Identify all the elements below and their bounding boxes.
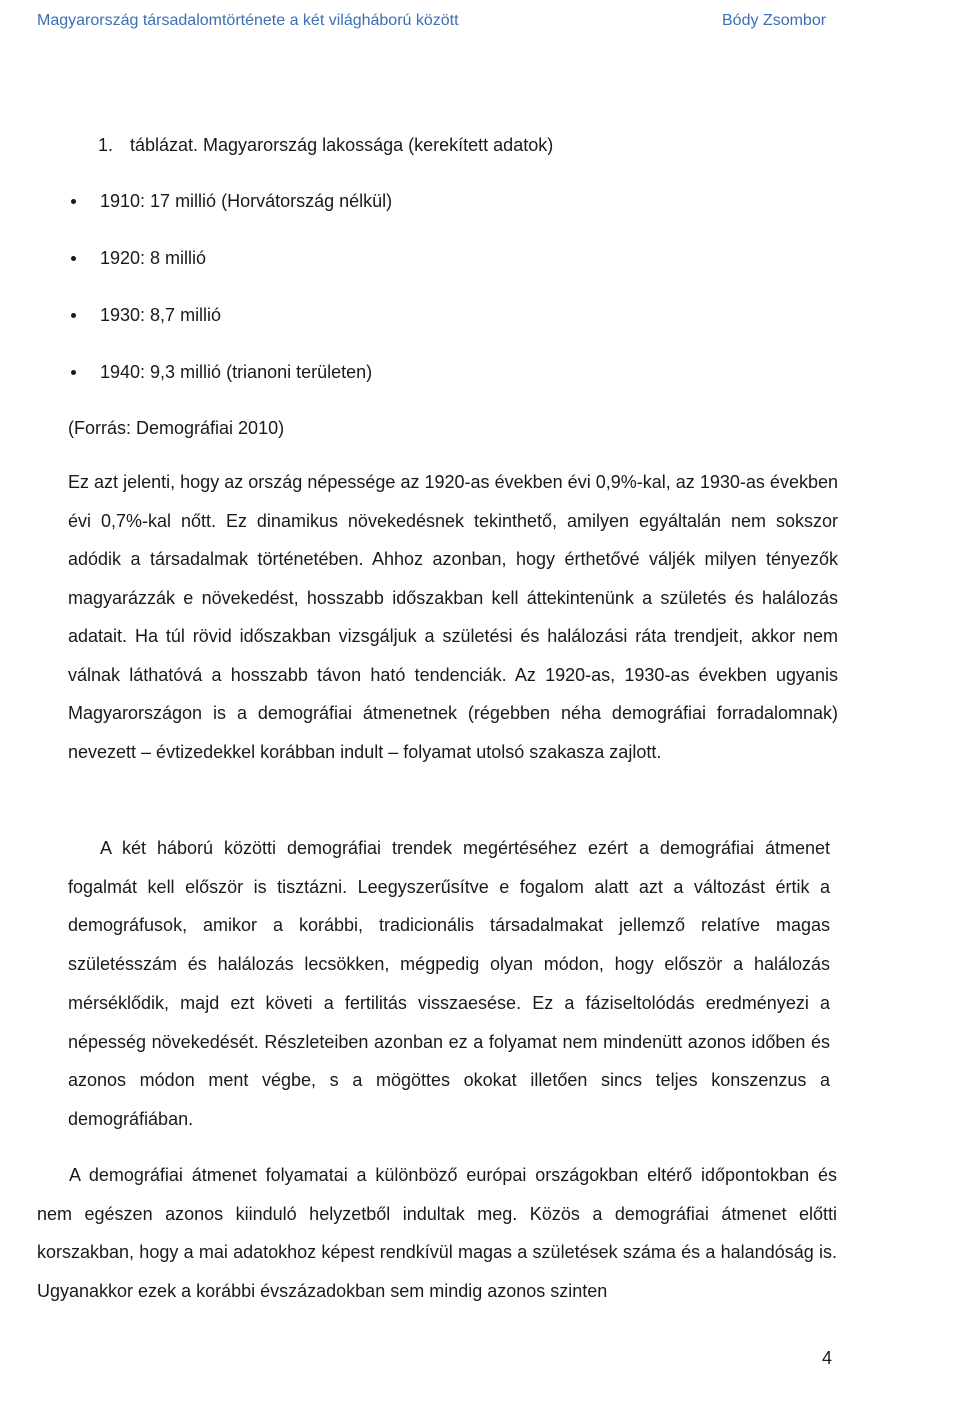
running-header-title: Magyarország társadalomtörténete a két világháború között bbox=[37, 12, 459, 29]
bullet-icon bbox=[71, 256, 76, 261]
body-paragraph: Ez azt jelenti, hogy az ország népessége az 1920-as években évi 0,9%-kal, az 1930-as években évi 0,7%-kal nőtt. Ez dinamikus növekedésnek tekinthető, amilyen egyáltalán nem sokszor adódik a társadalmak történetében. Ahhoz azonban, hogy érthetővé váljék milyen tényezők magyarázzák e növekedést, hosszabb időszakban kell áttekintenünk a születés és halálozás adatait. Ha túl rövid időszakban vizsgáljuk a születési és halálozási ráta trendjeit, akkor nem válnak láthatóvá a hosszabb távon ható tendenciák. Az 1920-as, 1930-as években ugyanis Magyarországon is a demográfiai átmenetnek (régebben néha demográfiai forradalomnak) nevezett – évtizedekkel korábban indult – folyamat utolsó szakasza zajlott. bbox=[68, 472, 838, 762]
bullet-icon bbox=[71, 313, 76, 318]
body-paragraph: A két háború közötti demográfiai trendek megértéséhez ezért a demográfiai átmenet fogalmát kell először is tisztázni. Leegyszerűsítve e fogalom alatt azt a változást értik a demográfusok, amikor a korábbi, tradicionális társadalmakat jellemző relatíve magas születésszám és halálozás lecsökken, mégpedig olyan módon, hogy először a halálozás mérséklődik, majd ezt követi a fertilitás visszaesése. Ez a fáziseltolódás eredményezi a népesség növekedését. Részleteiben azonban ez a folyamat nem mindenütt azonos időben és azonos módon ment végbe, s a mögöttes okokat illetően sincs teljes konszenzus a demográfiában. bbox=[68, 838, 830, 1129]
list-item: 1940: 9,3 millió (trianoni területen) bbox=[68, 360, 392, 417]
list-item: 1920: 8 millió bbox=[68, 246, 392, 303]
source-note: (Forrás: Demográfiai 2010) bbox=[68, 418, 285, 438]
table-caption-number: 1. bbox=[98, 135, 114, 155]
bullet-icon bbox=[71, 199, 76, 204]
page-number: 4 bbox=[822, 1348, 833, 1368]
running-header-author: Bódy Zsombor bbox=[722, 12, 827, 29]
table-caption bbox=[98, 133, 553, 157]
bullet-icon bbox=[71, 370, 76, 375]
table-caption-text: táblázat. Magyarország lakossága (kerekített adatok) bbox=[130, 135, 554, 155]
list-item: 1910: 17 millió (Horvátország nélkül) bbox=[68, 189, 392, 246]
list-item: 1930: 8,7 millió bbox=[68, 303, 392, 360]
body-paragraph: A demográfiai átmenet folyamatai a különböző európai országokban eltérő időpontokban és nem egészen azonos kiinduló helyzetből indultak meg. Közös a demográfiai átmenet előtti korszakban, hogy a mai adatokhoz képest rendkívül magas a születések száma és a halandóság is. Ugyanakkor ezek a korábbi évszázadokban sem mindig azonos szinten bbox=[37, 1165, 837, 1302]
population-list bbox=[68, 189, 392, 417]
